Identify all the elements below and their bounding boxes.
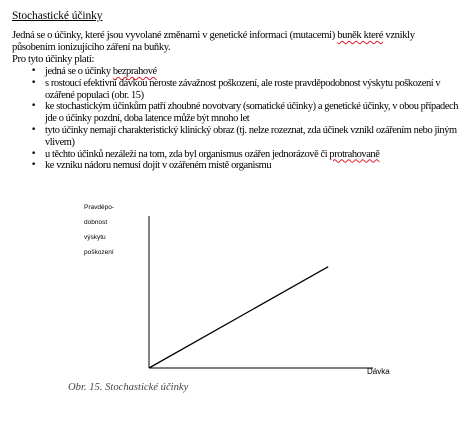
section-title: Stochastické účinky: [12, 10, 103, 22]
y-axis-label: [84, 204, 114, 256]
list-item-text: u těchto účinků nezáleží na tom, zda byl organismus ozářen jednorázově či: [45, 148, 330, 160]
list-item-text: s rostoucí efektivní dávkou neroste závažnost poškození, ale roste pravděpodobnost výskytu poškození v ozářené populaci (obr. 15): [45, 77, 441, 101]
y-axis-label-line: výskytu: [84, 234, 106, 241]
series-line: [149, 267, 328, 368]
list-item: [12, 78, 464, 102]
spellcheck-underlined-text: bezprahové: [112, 66, 157, 77]
list-item-text: tyto účinky nemají charakteristický klinický obraz (tj. nelze rozeznat, zda účinek vznikl ozářením nebo jiným vlivem): [45, 124, 457, 148]
y-axis-label-line: Pravděpo-: [84, 204, 114, 211]
list-item: [12, 66, 464, 78]
list-item-text: ke stochastickým účinkům patří zhoubné novotvary (somatické účinky) a genetické účinky, v obou případech jde o účinky pozdní, doba latence může být mnoho let: [45, 101, 459, 125]
list-item: [12, 125, 464, 149]
intro-paragraph: [12, 30, 464, 67]
spellcheck-underlined-text: protrahovaně: [329, 148, 380, 160]
list-item-text: jedná se o účinky: [45, 66, 113, 77]
spellcheck-underlined-text: buněk které: [337, 30, 384, 41]
list-item-text: ke vzniku nádoru nemusí dojít v ozářeném místě organismu: [45, 160, 272, 172]
figure-caption: Obr. 15. Stochastické účinky: [68, 382, 189, 393]
intro-line-3: Pro tyto účinky platí:: [12, 54, 95, 66]
intro-line-1-end: vznikly: [383, 30, 415, 41]
properties-list: [12, 66, 464, 172]
list-item: [12, 149, 464, 161]
y-axis-label-line: poškození: [84, 249, 114, 256]
intro-line-2: působením ionizujícího záření na buňky.: [12, 42, 171, 54]
x-axis-label: Dávka: [367, 367, 390, 376]
list-item: [12, 101, 464, 125]
intro-line-1: [12, 30, 464, 42]
list-item: [12, 160, 464, 172]
intro-line-1-text: Jedná se o účinky, které jsou vyvolané změnami v genetické informaci (mutacemi): [12, 30, 338, 41]
y-axis-label-line: dobnost: [84, 219, 108, 226]
